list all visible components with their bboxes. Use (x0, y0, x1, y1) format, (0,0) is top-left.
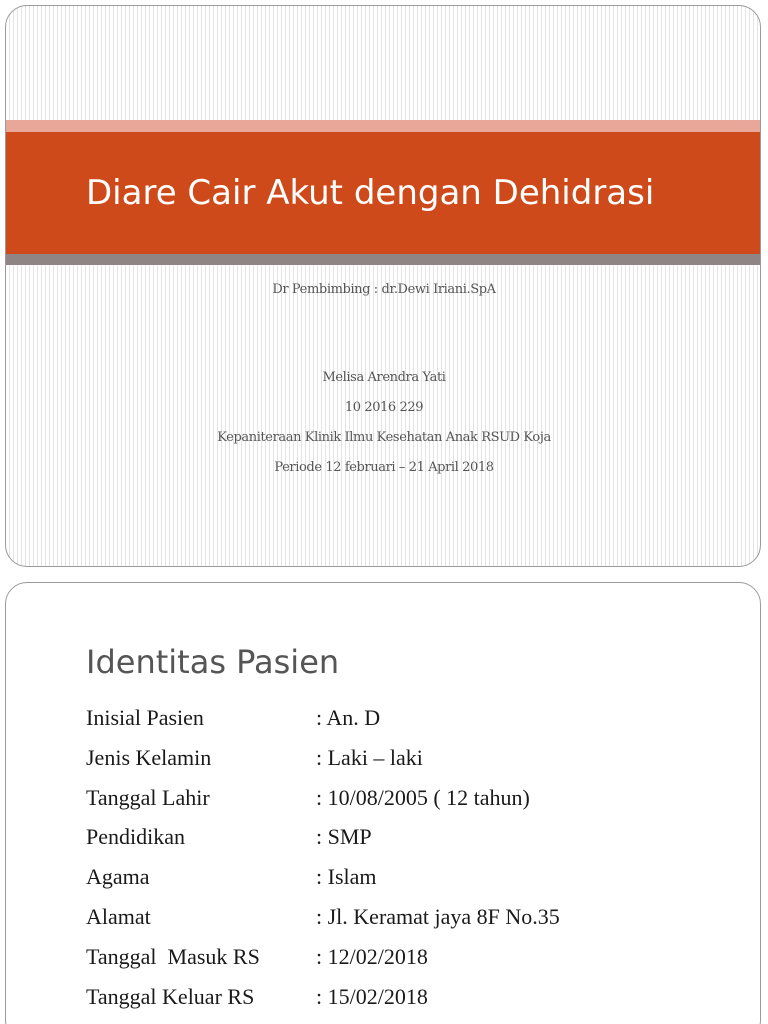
identity-row (86, 977, 726, 1017)
slide-heading: Identitas Pasien (86, 643, 340, 681)
identity-row (86, 738, 726, 778)
identity-label: Tanggal Masuk RS (86, 943, 260, 969)
slide-title: Diare Cair Akut dengan Dehidrasi (86, 173, 655, 213)
identity-value: : Jl. Keramat jaya 8F No.35 (316, 903, 560, 929)
title-band-top-accent (6, 120, 760, 132)
identity-label: Agama (86, 864, 150, 890)
identity-label: Inisial Pasien (86, 705, 204, 730)
identity-value: : 12/02/2018 (316, 943, 428, 969)
supervisor-block (6, 275, 761, 305)
identity-table (86, 698, 726, 1016)
identity-row (86, 698, 726, 738)
identity-value: : 15/02/2018 (316, 983, 428, 1009)
identity-row (86, 817, 726, 857)
identity-row (86, 857, 726, 897)
identity-row (86, 897, 726, 937)
identity-value: : Islam (316, 864, 377, 890)
identity-row (86, 778, 726, 818)
identity-label: Jenis Kelamin (86, 744, 212, 770)
program-name: Kepaniteraan Klinik Ilmu Kesehatan Anak RSUD Koja (217, 430, 551, 445)
identity-value: : 10/08/2005 ( 12 tahun) (316, 784, 530, 810)
identity-label: Pendidikan (86, 824, 185, 850)
identity-label: Tanggal Keluar RS (86, 983, 255, 1009)
period: Periode 12 februari – 21 April 2018 (274, 460, 494, 475)
identity-label: Alamat (86, 903, 151, 929)
identity-value: : Laki – laki (316, 744, 423, 770)
identity-value: : SMP (316, 824, 372, 850)
patient-identity-slide (5, 582, 761, 1024)
title-slide (5, 5, 761, 567)
identity-value: : An. D (316, 705, 381, 730)
identity-row (86, 937, 726, 977)
supervisor-line: Dr Pembimbing : dr.Dewi Iriani.SpA (272, 282, 496, 297)
title-band-bottom-accent (6, 254, 760, 265)
author-block (6, 363, 761, 483)
student-id: 10 2016 229 (344, 400, 424, 415)
author-name: Melisa Arendra Yati (322, 370, 446, 385)
identity-label: Tanggal Lahir (86, 784, 210, 810)
